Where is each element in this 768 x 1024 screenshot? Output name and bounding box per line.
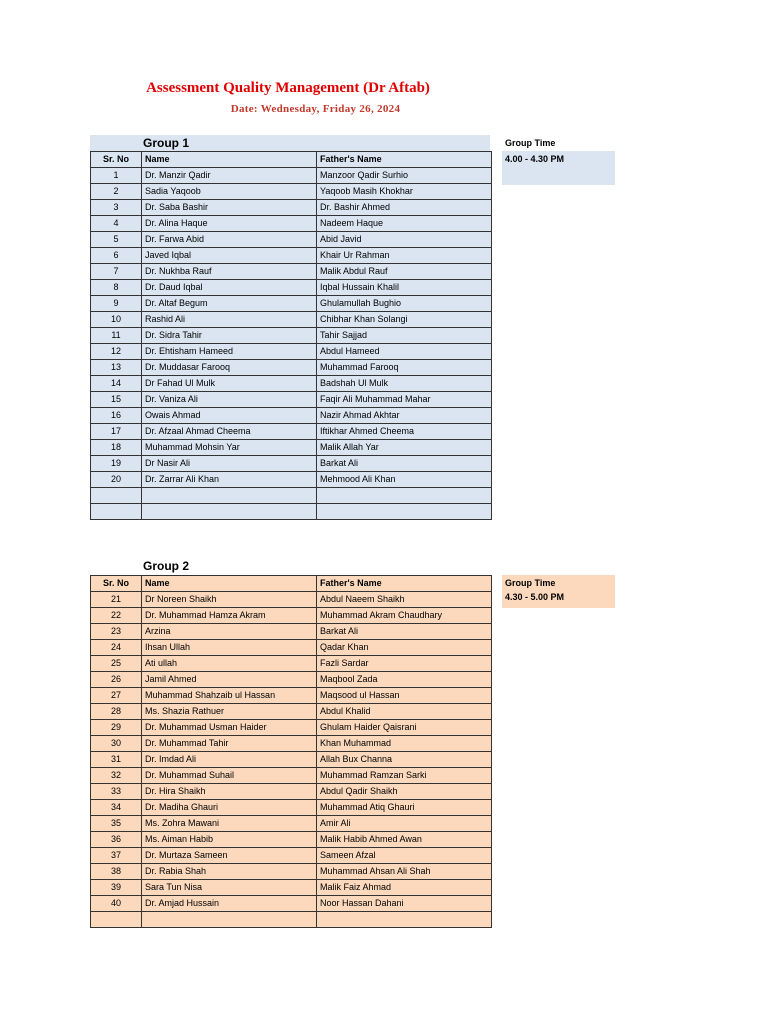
name-cell: Dr. Imdad Ali xyxy=(142,752,317,768)
table-row xyxy=(91,736,492,752)
fathers-name-cell: Malik Allah Yar xyxy=(317,440,492,456)
fathers-name-cell: Muhammad Akram Chaudhary xyxy=(317,608,492,624)
empty-row xyxy=(91,912,492,928)
group-1-time: 4.00 - 4.30 PM xyxy=(505,154,565,164)
table-row xyxy=(91,768,492,784)
fathers-name-cell: Maqsood ul Hassan xyxy=(317,688,492,704)
sr-no-cell: 36 xyxy=(91,832,142,848)
fathers-name-cell: Manzoor Qadir Surhio xyxy=(317,168,492,184)
table-row xyxy=(91,672,492,688)
fathers-name-cell: Sameen Afzal xyxy=(317,848,492,864)
table-row xyxy=(91,424,492,440)
name-cell: Dr. Muhammad Suhail xyxy=(142,768,317,784)
sr-no-cell: 35 xyxy=(91,816,142,832)
fathers-name-cell: Malik Abdul Rauf xyxy=(317,264,492,280)
name-cell: Ihsan Ullah xyxy=(142,640,317,656)
sr-no-cell: 31 xyxy=(91,752,142,768)
fathers-name-cell: Qadar Khan xyxy=(317,640,492,656)
sr-no-cell: 11 xyxy=(91,328,142,344)
fathers-name-cell: Nazir Ahmad Akhtar xyxy=(317,408,492,424)
name-cell: Dr. Rabia Shah xyxy=(142,864,317,880)
group-2-time-label: Group Time xyxy=(505,578,556,588)
name-cell: Dr. Alina Haque xyxy=(142,216,317,232)
table-row xyxy=(91,456,492,472)
table-header-row xyxy=(91,152,492,168)
table-row xyxy=(91,200,492,216)
name-cell: Dr. Muhammad Tahir xyxy=(142,736,317,752)
table-row xyxy=(91,800,492,816)
table-row xyxy=(91,184,492,200)
empty-cell xyxy=(317,912,492,928)
empty-cell xyxy=(91,488,142,504)
name-cell: Dr. Farwa Abid xyxy=(142,232,317,248)
name-cell: Muhammad Mohsin Yar xyxy=(142,440,317,456)
table-row xyxy=(91,328,492,344)
fathers-name-cell: Muhammad Atiq Ghauri xyxy=(317,800,492,816)
fathers-name-cell: Abdul Hameed xyxy=(317,344,492,360)
table-row xyxy=(91,472,492,488)
name-cell: Muhammad Shahzaib ul Hassan xyxy=(142,688,317,704)
name-cell: Javed Iqbal xyxy=(142,248,317,264)
fathers-name-cell: Maqbool Zada xyxy=(317,672,492,688)
empty-cell xyxy=(142,912,317,928)
fathers-name-cell: Mehmood Ali Khan xyxy=(317,472,492,488)
sr-no-cell: 30 xyxy=(91,736,142,752)
name-cell: Sara Tun Nisa xyxy=(142,880,317,896)
group-2-time: 4.30 - 5.00 PM xyxy=(505,592,565,602)
fathers-name-cell: Malik Faiz Ahmad xyxy=(317,880,492,896)
fathers-name-cell: Khair Ur Rahman xyxy=(317,248,492,264)
name-cell: Dr. Zarrar Ali Khan xyxy=(142,472,317,488)
fathers-name-cell: Muhammad Farooq xyxy=(317,360,492,376)
empty-cell xyxy=(317,504,492,520)
name-cell: Dr Nasir Ali xyxy=(142,456,317,472)
sr-no-cell: 1 xyxy=(91,168,142,184)
sr-no-cell: 3 xyxy=(91,200,142,216)
fathers-name-cell: Muhammad Ramzan Sarki xyxy=(317,768,492,784)
name-cell: Ati ullah xyxy=(142,656,317,672)
date-line: Date: Wednesday, Friday 26, 2024 xyxy=(230,103,401,115)
sr-no-cell: 10 xyxy=(91,312,142,328)
table-row xyxy=(91,248,492,264)
fathers-name-cell: Faqir Ali Muhammad Mahar xyxy=(317,392,492,408)
table-row xyxy=(91,624,492,640)
table-row xyxy=(91,408,492,424)
sr-no-cell: 15 xyxy=(91,392,142,408)
name-cell: Dr. Afzaal Ahmad Cheema xyxy=(142,424,317,440)
empty-row xyxy=(91,504,492,520)
name-cell: Dr. Ehtisham Hameed xyxy=(142,344,317,360)
name-cell: Dr. Manzir Qadir xyxy=(142,168,317,184)
fathers-name-cell: Malik Habib Ahmed Awan xyxy=(317,832,492,848)
name-cell: Rashid Ali xyxy=(142,312,317,328)
name-cell: Dr. Altaf Begum xyxy=(142,296,317,312)
name-cell: Dr. Sidra Tahir xyxy=(142,328,317,344)
fathers-name-cell: Ghulamullah Bughio xyxy=(317,296,492,312)
group-1-table xyxy=(90,151,492,520)
fathers-name-cell: Khan Muhammad xyxy=(317,736,492,752)
name-cell: Dr. Daud Iqbal xyxy=(142,280,317,296)
group-2-time-box xyxy=(502,575,615,608)
column-header-sr-no: Sr. No xyxy=(91,152,142,168)
sr-no-cell: 25 xyxy=(91,656,142,672)
sr-no-cell: 17 xyxy=(91,424,142,440)
fathers-name-cell: Abdul Naeem Shaikh xyxy=(317,592,492,608)
group-1-time-box xyxy=(502,151,615,185)
sr-no-cell: 20 xyxy=(91,472,142,488)
sr-no-cell: 2 xyxy=(91,184,142,200)
fathers-name-cell: Chibhar Khan Solangi xyxy=(317,312,492,328)
sr-no-cell: 21 xyxy=(91,592,142,608)
table-row xyxy=(91,720,492,736)
name-cell: Dr. Hira Shaikh xyxy=(142,784,317,800)
table-row xyxy=(91,752,492,768)
name-cell: Owais Ahmad xyxy=(142,408,317,424)
sr-no-cell: 16 xyxy=(91,408,142,424)
fathers-name-cell: Noor Hassan Dahani xyxy=(317,896,492,912)
group-2-label: Group 2 xyxy=(143,559,190,573)
group-2-table xyxy=(90,575,492,928)
sr-no-cell: 13 xyxy=(91,360,142,376)
table-row xyxy=(91,640,492,656)
fathers-name-cell: Allah Bux Channa xyxy=(317,752,492,768)
fathers-name-cell: Barkat Ali xyxy=(317,456,492,472)
empty-cell xyxy=(142,488,317,504)
fathers-name-cell: Barkat Ali xyxy=(317,624,492,640)
fathers-name-cell: Abid Javid xyxy=(317,232,492,248)
sr-no-cell: 28 xyxy=(91,704,142,720)
table-row xyxy=(91,168,492,184)
sr-no-cell: 29 xyxy=(91,720,142,736)
table-row xyxy=(91,264,492,280)
sr-no-cell: 32 xyxy=(91,768,142,784)
fathers-name-cell: Yaqoob Masih Khokhar xyxy=(317,184,492,200)
table-header-row xyxy=(91,576,492,592)
table-row xyxy=(91,312,492,328)
fathers-name-cell: Iqbal Hussain Khalil xyxy=(317,280,492,296)
empty-cell xyxy=(142,504,317,520)
sr-no-cell: 19 xyxy=(91,456,142,472)
table-row xyxy=(91,784,492,800)
sr-no-cell: 8 xyxy=(91,280,142,296)
group-1-time-label: Group Time xyxy=(505,138,556,148)
fathers-name-cell: Nadeem Haque xyxy=(317,216,492,232)
table-row xyxy=(91,864,492,880)
fathers-name-cell: Fazli Sardar xyxy=(317,656,492,672)
fathers-name-cell: Muhammad Ahsan Ali Shah xyxy=(317,864,492,880)
fathers-name-cell: Amir Ali xyxy=(317,816,492,832)
group-1-label: Group 1 xyxy=(143,136,190,150)
fathers-name-cell: Iftikhar Ahmed Cheema xyxy=(317,424,492,440)
sr-no-cell: 9 xyxy=(91,296,142,312)
table-row xyxy=(91,296,492,312)
table-row xyxy=(91,232,492,248)
sr-no-cell: 39 xyxy=(91,880,142,896)
name-cell: Dr. Muddasar Farooq xyxy=(142,360,317,376)
sr-no-cell: 18 xyxy=(91,440,142,456)
sr-no-cell: 27 xyxy=(91,688,142,704)
column-header-fathers-name: Father's Name xyxy=(317,576,492,592)
fathers-name-cell: Dr. Bashir Ahmed xyxy=(317,200,492,216)
empty-cell xyxy=(317,488,492,504)
sr-no-cell: 33 xyxy=(91,784,142,800)
sr-no-cell: 34 xyxy=(91,800,142,816)
table-row xyxy=(91,704,492,720)
table-row xyxy=(91,656,492,672)
sr-no-cell: 6 xyxy=(91,248,142,264)
name-cell: Jamil Ahmed xyxy=(142,672,317,688)
name-cell: Dr Noreen Shaikh xyxy=(142,592,317,608)
table-row xyxy=(91,376,492,392)
sr-no-cell: 23 xyxy=(91,624,142,640)
fathers-name-cell: Abdul Khalid xyxy=(317,704,492,720)
table-row xyxy=(91,608,492,624)
sr-no-cell: 38 xyxy=(91,864,142,880)
name-cell: Dr. Saba Bashir xyxy=(142,200,317,216)
table-row xyxy=(91,216,492,232)
name-cell: Dr. Vaniza Ali xyxy=(142,392,317,408)
table-row xyxy=(91,816,492,832)
sr-no-cell: 26 xyxy=(91,672,142,688)
name-cell: Ms. Zohra Mawani xyxy=(142,816,317,832)
table-row xyxy=(91,360,492,376)
document-title: Assessment Quality Management (Dr Aftab) xyxy=(146,80,430,96)
sr-no-cell: 37 xyxy=(91,848,142,864)
table-row xyxy=(91,848,492,864)
fathers-name-cell: Tahir Sajjad xyxy=(317,328,492,344)
table-row xyxy=(91,440,492,456)
fathers-name-cell: Badshah Ul Mulk xyxy=(317,376,492,392)
table-row xyxy=(91,344,492,360)
empty-row xyxy=(91,488,492,504)
sr-no-cell: 14 xyxy=(91,376,142,392)
sr-no-cell: 12 xyxy=(91,344,142,360)
name-cell: Dr. Muhammad Usman Haider xyxy=(142,720,317,736)
name-cell: Dr. Madiha Ghauri xyxy=(142,800,317,816)
sr-no-cell: 22 xyxy=(91,608,142,624)
table-row xyxy=(91,688,492,704)
table-row xyxy=(91,392,492,408)
table-row xyxy=(91,280,492,296)
sr-no-cell: 4 xyxy=(91,216,142,232)
sr-no-cell: 40 xyxy=(91,896,142,912)
name-cell: Ms. Aiman Habib xyxy=(142,832,317,848)
name-cell: Dr. Amjad Hussain xyxy=(142,896,317,912)
fathers-name-cell: Abdul Qadir Shaikh xyxy=(317,784,492,800)
fathers-name-cell: Ghulam Haider Qaisrani xyxy=(317,720,492,736)
table-row xyxy=(91,896,492,912)
column-header-sr-no: Sr. No xyxy=(91,576,142,592)
sr-no-cell: 5 xyxy=(91,232,142,248)
name-cell: Dr Fahad Ul Mulk xyxy=(142,376,317,392)
table-row xyxy=(91,832,492,848)
column-header-name: Name xyxy=(142,576,317,592)
empty-cell xyxy=(91,504,142,520)
column-header-name: Name xyxy=(142,152,317,168)
name-cell: Dr. Murtaza Sameen xyxy=(142,848,317,864)
sr-no-cell: 24 xyxy=(91,640,142,656)
name-cell: Dr. Nukhba Rauf xyxy=(142,264,317,280)
table-row xyxy=(91,880,492,896)
name-cell: Ms. Shazia Rathuer xyxy=(142,704,317,720)
empty-cell xyxy=(91,912,142,928)
name-cell: Dr. Muhammad Hamza Akram xyxy=(142,608,317,624)
sr-no-cell: 7 xyxy=(91,264,142,280)
table-row xyxy=(91,592,492,608)
name-cell: Sadia Yaqoob xyxy=(142,184,317,200)
name-cell: Arzina xyxy=(142,624,317,640)
column-header-fathers-name: Father's Name xyxy=(317,152,492,168)
